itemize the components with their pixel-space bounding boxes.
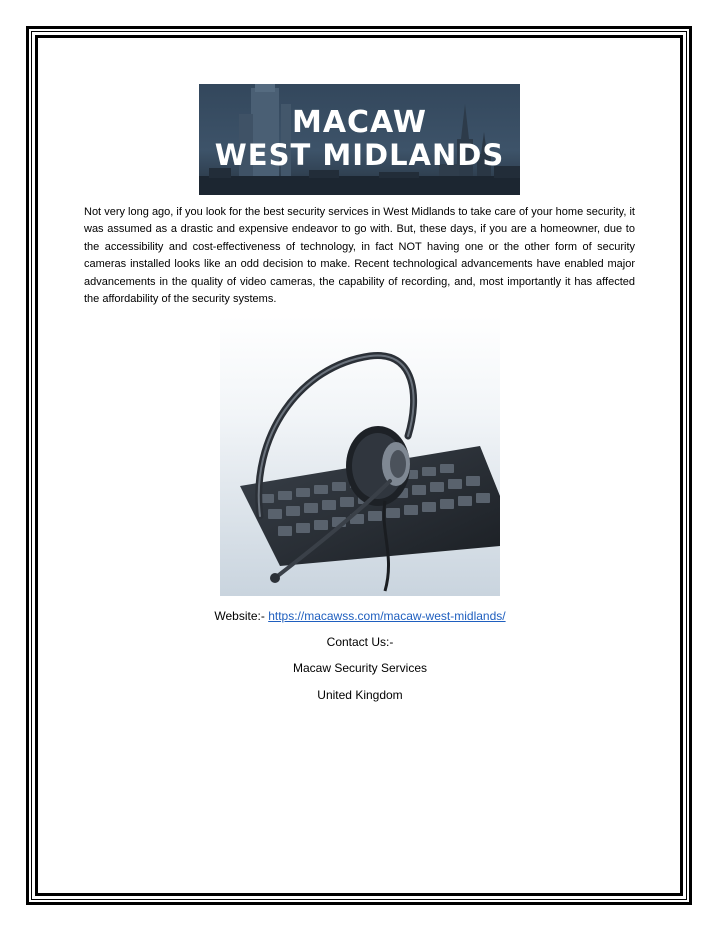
macaw-west-midlands-banner xyxy=(199,84,520,195)
country-name: United Kingdom xyxy=(317,688,403,702)
banner-title-line2: WEST MIDLANDS xyxy=(214,138,505,172)
website-label: Website:- xyxy=(214,609,269,623)
intro-paragraph: Not very long ago, if you look for the best security services in West Midlands to take care of your home security, it was assumed as a drastic and expensive endeavor to go with. But, these days, if you are a homeowner, due to the accessibility and cost-effectiveness of technology, in fact NOT having one or the other form of security cameras installed looks like an odd decision to make. Recent technological advancements have enabled major advancements in the quality of video cameras, the capability of recording, and, most importantly it has affected the affordability of the security systems. xyxy=(84,206,635,306)
website-line xyxy=(0,608,720,624)
company-name: Macaw Security Services xyxy=(292,661,428,675)
contact-heading: Contact Us:- xyxy=(326,635,394,649)
website-link[interactable]: https://macawss.com/macaw-west-midlands/ xyxy=(268,609,506,623)
banner-title-line1: MACAW xyxy=(291,105,428,140)
headset-keyboard-photo xyxy=(220,316,500,596)
